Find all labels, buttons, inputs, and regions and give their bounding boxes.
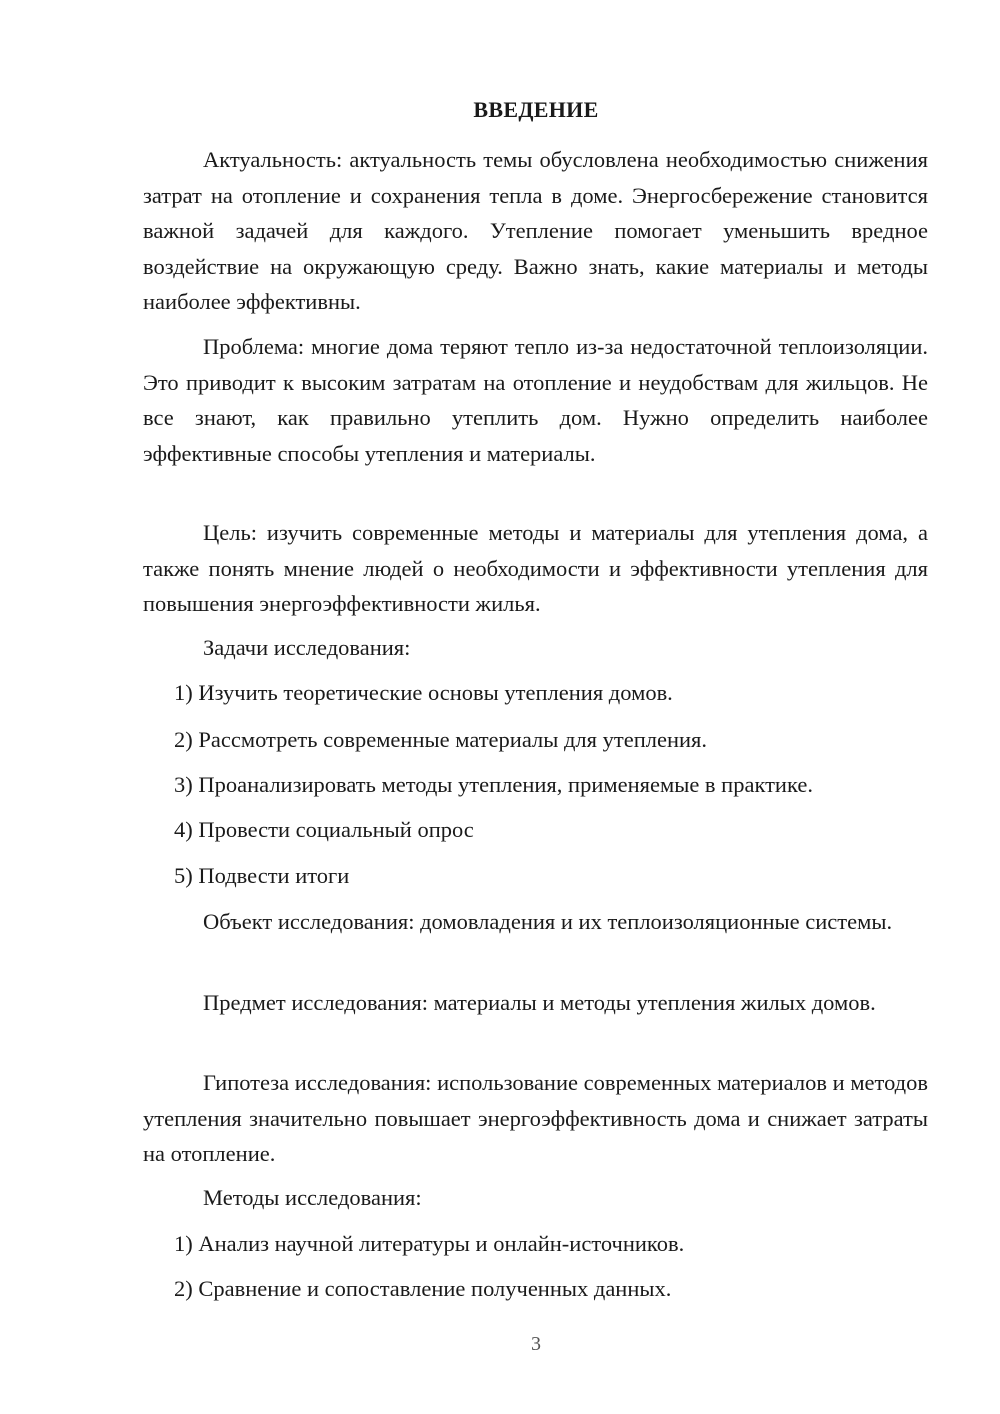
task-item-4: 4) Провести социальный опрос (174, 817, 474, 842)
problem-paragraph: Проблема: многие дома теряют тепло из-за недостаточной теплоизоляции. Это приводит к высоким затратам на отопление и неудобствам для жильцов. Не все знают, как правильно утеплить дом. Нужно определить наиболее эффективные способы утепления и материалы. (143, 334, 928, 466)
relevance-paragraph: Актуальность: актуальность темы обусловлена необходимостью снижения затрат на отопление и сохранения тепла в доме. Энергосбережение становится важной задачей для каждого. Утепление помогает уменьшить вредное воздействие на окружающую среду. Важно знать, какие материалы и методы наиболее эффективны. (143, 147, 928, 314)
method-item-1: 1) Анализ научной литературы и онлайн-источников. (174, 1231, 685, 1256)
page-title: ВВЕДЕНИЕ (473, 97, 599, 122)
task-item-3: 3) Проанализировать методы утепления, применяемые в практике. (174, 772, 813, 797)
tasks-label: Задачи исследования: (203, 635, 411, 660)
task-item-5: 5) Подвести итоги (174, 863, 350, 888)
object-paragraph: Объект исследования: домовладения и их теплоизоляционные системы. (203, 909, 893, 934)
methods-label: Методы исследования: (203, 1185, 422, 1210)
task-item-2: 2) Рассмотреть современные материалы для утепления. (174, 727, 708, 752)
goal-paragraph: Цель: изучить современные методы и материалы для утепления дома, а также понять мнение людей о необходимости и эффективности утепления для повышения энергоэффективности жилья. (143, 520, 928, 616)
subject-paragraph: Предмет исследования: материалы и методы утепления жилых домов. (203, 990, 876, 1015)
hypothesis-paragraph: Гипотеза исследования: использование современных материалов и методов утепления значительно повышает энергоэффективность дома и снижает затраты на отопление. (143, 1070, 928, 1166)
task-item-1: 1) Изучить теоретические основы утепления домов. (174, 680, 673, 705)
page-number: 3 (531, 1333, 541, 1355)
method-item-2: 2) Сравнение и сопоставление полученных данных. (174, 1276, 672, 1301)
